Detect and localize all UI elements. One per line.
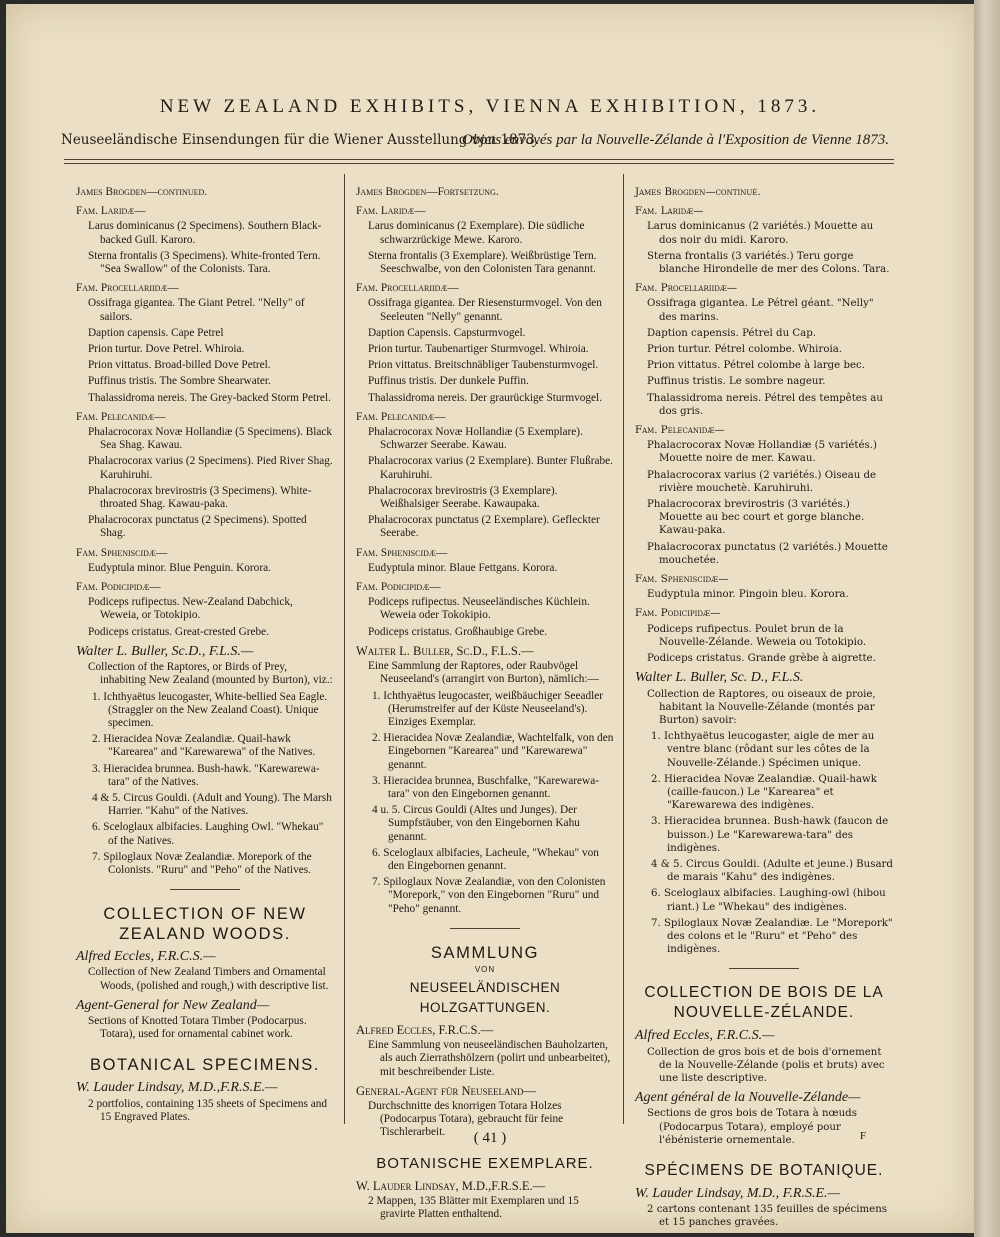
list-item: 6. Sceloglaux albifacies, Lacheule, "Whekau" von den Eingebornen genannt. xyxy=(372,846,599,872)
list-item: 2. Hieracidea Novæ Zealandiæ, Wachtelfalk, von den Eingebornen "Karearea" und "Karewarewa" genannt. xyxy=(372,732,614,771)
continuation-heading: James Brogden—Fortsetzung. xyxy=(356,186,499,198)
list-item: 7. Spiloglaux Novæ Zealandiæ, von den Colonisten "Morepork," von den Eingebornen "Ruru" und "Peho" genannt. xyxy=(372,876,606,915)
list-item: 1. Ichthyaëtus leucogaster, White-bellied Sea Eagle. (Straggler on the New Zealand Coast). Unique specimen. xyxy=(92,690,328,729)
entry: Ossifraga gigantea. Der Riesensturmvogel. Von den Seeleuten "Nelly" genannt. xyxy=(368,297,602,323)
section-heading: SAMMLUNG xyxy=(430,943,540,962)
list-item: 2. Hieracidea Novæ Zealandiæ. Quail-hawk "Karearea" and "Karewarewa" of the Natives. xyxy=(92,733,316,759)
list-item: 6. Sceloglaux albifacies. Laughing-owl (hibou riant.) Le "Whekau" des indigènes. xyxy=(651,888,886,913)
family-heading: Fam. Podicipidæ— xyxy=(356,581,441,594)
entry: Thalassidroma nereis. Der graurückige Sturmvogel. xyxy=(368,391,603,404)
exhibitor-name: Alfred Eccles, F.R.C.S.— xyxy=(356,1022,494,1037)
entry: Durchschnitte des knorrigen Totara Holzes (Podocarpus Totara), gebraucht für feine Tischlerarbeit. xyxy=(368,1099,564,1139)
section-separator xyxy=(170,889,240,890)
list-item: 7. Spiloglaux Novæ Zealandiæ. Le "Morepork" des colons et le "Ruru" et "Peho" des indigènes. xyxy=(651,917,893,956)
exhibitor-name: W. Lauder Lindsay, M.D.,F.R.S.E.— xyxy=(356,1178,546,1193)
family-heading: Fam. Laridæ— xyxy=(356,205,426,218)
family-heading: Fam. Procellariidæ— xyxy=(635,283,738,295)
entry: Collection de gros bois et de bois d'ornement de la Nouvelle-Zélande (polis et bruts) avec une liste descriptive. xyxy=(647,1046,885,1084)
section-heading: SPÉCIMENS DE BOTANIQUE. xyxy=(644,1161,884,1179)
section-heading: COLLECTION DE BOIS DE LA NOUVELLE-ZÉLANDE. xyxy=(644,984,884,1022)
entry: Thalassidroma nereis. The Grey-backed Storm Petrel. xyxy=(88,391,331,404)
entry: 2 Mappen, 135 Blätter mit Exemplaren und 15 gravirte Platten enthaltend. xyxy=(368,1194,579,1220)
exhibitor-name: Agent-General for New Zealand— xyxy=(76,997,270,1013)
entry: Eudyptula minor. Blaue Fettgans. Korora. xyxy=(368,561,558,574)
exhibitor-name: W. Lauder Lindsay, M.D.,F.R.S.E.— xyxy=(76,1080,278,1096)
entry: Sterna frontalis (3 Specimens). White-fronted Tern. "Sea Swallow" of the Colonists. Tara. xyxy=(88,249,321,276)
list-item: 4 & 5. Circus Gouldi. (Adulte et jeune.) Busard de marais "Kahu" des indigènes. xyxy=(651,858,893,884)
family-heading: Fam. Procellariidæ— xyxy=(356,282,459,295)
entry: Podiceps cristatus. Großhaubige Grebe. xyxy=(368,625,548,638)
section-subheading: NEUSEELÄNDISCHEN HOLZGATTUNGEN. xyxy=(409,979,561,1015)
list-item: 1. Ichthyaëtus leucogaster, aigle de mer au ventre blanc (rôdant sur les côtes de la Nouvelle-Zélande.) Spécimen unique. xyxy=(651,731,875,769)
entry: Prion vittatus. Pétrel colombe à large bec. xyxy=(647,360,865,372)
subtitle-french: Objets envoyés par la Nouvelle-Zélande à l'Exposition de Vienne 1873. xyxy=(462,132,889,148)
header-rule-bottom xyxy=(64,163,894,164)
family-heading: Fam. Procellariidæ— xyxy=(76,282,179,295)
entry: Ossifraga gigantea. Le Pétrel géant. "Nelly" des marins. xyxy=(647,298,874,323)
exhibitor-name: Walter L. Buller, Sc.D., F.L.S.— xyxy=(76,643,254,659)
list-item: 2. Hieracidea Novæ Zealandiæ. Quail-hawk (caille-faucon.) Le "Karearea" et "Karewarewa des indigènes. xyxy=(651,773,877,812)
exhibitor-name: W. Lauder Lindsay, M.D., F.R.S.E.— xyxy=(635,1185,840,1201)
header-rule-top xyxy=(64,159,894,160)
entry: Sterna frontalis (3 Exemplare). Weißbrüstige Tern. Seeschwalbe, von den Colonisten Tara genannt. xyxy=(368,249,597,276)
page-title: NEW ZEALAND EXHIBITS, VIENNA EXHIBITION, 1873. xyxy=(159,96,821,117)
family-heading: Fam. Pelecanidæ— xyxy=(356,410,446,423)
entry: Podiceps rufipectus. New-Zealand Dabchick, Weweia, or Totokipio. xyxy=(88,596,293,622)
book-spine xyxy=(974,0,1000,1237)
exhibitor-name: Agent général de la Nouvelle-Zélande— xyxy=(635,1090,861,1106)
entry: Eine Sammlung von neuseeländischen Bauholzarten, als auch Zierrathshölzern (polirt und unbearbeitet), mit beschreibender Liste. xyxy=(368,1039,611,1078)
entry: Podiceps rufipectus. Poulet brun de la Nouvelle-Zélande. Weweia ou Totokipio. xyxy=(647,623,867,648)
entry: Phalacrocorax punctatus (2 variétés.) Mouette mouchetée. xyxy=(647,541,888,566)
family-heading: Fam. Podicipidæ— xyxy=(635,608,721,620)
column-german xyxy=(356,180,614,1224)
entry: Phalacrocorax brevirostris (3 Specimens). White-throated Shag. Kawau-paka. xyxy=(88,484,312,511)
list-item: 4 u. 5. Circus Gouldi (Altes und Junges). Der Sumpfstäuber, von den Eingebornen Kahu genannt. xyxy=(372,804,580,843)
collection-intro: Eine Sammlung der Raptores, oder Raubvögel Neuseeland's (arrangirt von Burton), nämlich:— xyxy=(368,660,599,686)
section-heading: BOTANICAL SPECIMENS. xyxy=(89,1056,321,1075)
entry: Daption Capensis. Capsturmvogel. xyxy=(368,326,526,339)
list-item: 3. Hieracidea brunnea. Bush-hawk (faucon de buisson.) Le "Karewarewa-tara" des indigènes. xyxy=(651,816,889,854)
entry: Phalacrocorax varius (2 variétés.) Oiseau de rivière mouchetè. Karuhiruhi. xyxy=(647,469,877,494)
entry: Podiceps rufipectus. Neuseeländisches Küchlein. Weweia oder Tokokipio. xyxy=(368,596,590,622)
collection-intro: Collection of the Raptores, or Birds of Prey, inhabiting New Zealand (mounted by Burton), viz.: xyxy=(88,661,333,687)
entry: Prion turtur. Pétrel colombe. Whiroia. xyxy=(647,344,843,356)
entry: Sterna frontalis (3 variétés.) Teru gorge blanche Hirondelle de mer des Colons. Tara. xyxy=(647,250,890,276)
entry: Phalacrocorax Novæ Hollandiæ (5 Exemplare). Schwarzer Seerabe. Kawau. xyxy=(368,426,583,452)
section-heading: BOTANISCHE EXEMPLARE. xyxy=(376,1154,594,1172)
entry: Larus dominicanus (2 variétés.) Mouette au dos noir du midi. Karoro. xyxy=(647,221,874,246)
list-item: 3. Hieracidea brunnea. Bush-hawk. "Karewarewa-tara" of the Natives. xyxy=(92,762,320,788)
section-separator xyxy=(729,968,799,969)
column-english xyxy=(76,180,334,1127)
entry: Collection of New Zealand Timbers and Ornamental Woods, (polished and rough,) with descriptive list. xyxy=(88,966,329,992)
family-heading: Fam. Spheniscidæ— xyxy=(76,546,168,559)
entry: 2 portfolios, containing 135 sheets of Specimens and 15 Engraved Plates. xyxy=(88,1097,328,1123)
entry: Phalacrocorax punctatus (2 Exemplare). Gefleckter Seerabe. xyxy=(368,514,600,540)
continuation-heading: James Brogden—continué. xyxy=(635,187,761,198)
entry: Phalacrocorax brevirostris (3 Exemplare). Weißhalsiger Seerabe. Kawaupaka. xyxy=(368,484,558,511)
list-item: 6. Sceloglaux albifacies. Laughing Owl. "Whekau" of the Natives. xyxy=(92,821,324,847)
entry: Phalacrocorax Novæ Hollandiæ (5 Specimens). Black Sea Shag. Kawau. xyxy=(88,426,333,452)
entry: Prion vittatus. Breitschnäbliger Taubensturmvogel. xyxy=(368,359,599,372)
list-item: 7. Spiloglaux Novæ Zealandiæ. Morepork of the Colonists. "Ruru" and "Peho" of the Natives. xyxy=(92,850,312,876)
page-number: ( 41 ) xyxy=(473,1130,507,1146)
entry: Eudyptula minor. Blue Penguin. Korora. xyxy=(88,561,271,574)
exhibitor-name: Alfred Eccles, F.R.C.S.— xyxy=(635,1028,775,1044)
signature-mark: F xyxy=(859,1130,866,1142)
entry: Daption capensis. Pétrel du Cap. xyxy=(647,327,816,339)
exhibitor-name: General-Agent für Neuseeland— xyxy=(356,1083,536,1098)
entry: Puffinus tristis. The Sombre Shearwater. xyxy=(88,375,271,388)
entry: Eudyptula minor. Pingoin bleu. Korora. xyxy=(647,589,849,601)
column-divider-right xyxy=(623,174,624,1124)
entry: Prion vittatus. Broad-billed Dove Petrel. xyxy=(88,359,271,372)
list-item: 3. Hieracidea brunnea, Buschfalke, "Karewarewa-tara" von den Eingebornen genannt. xyxy=(372,774,599,800)
entry: Ossifraga gigantea. The Giant Petrel. "Nelly" of sailors. xyxy=(88,297,305,323)
list-item: 1. Ichthyaëtus leugocaster, weißbäuchiger Seeadler (Herumstreifer auf der Küste Neuseeland's). Einziges Exemplar. xyxy=(372,689,604,728)
subtitle-german: Neuseeländische Einsendungen für die Wiener Ausstellung von 1873. xyxy=(61,132,540,148)
entry: Thalassidroma nereis. Pétrel des tempêtes au dos gris. xyxy=(647,392,883,417)
family-heading: Fam. Laridæ— xyxy=(635,206,704,218)
family-heading: Fam. Spheniscidæ— xyxy=(635,574,729,586)
family-heading: Fam. Spheniscidæ— xyxy=(356,546,448,559)
section-heading-connector: VON xyxy=(474,964,496,974)
exhibitor-name: Walter L. Buller, Sc.D., F.L.S.— xyxy=(356,643,534,658)
family-heading: Fam. Pelecanidæ— xyxy=(635,425,725,437)
entry: Phalacrocorax Novæ Hollandiæ (5 variétés.) Mouette noire de mer. Kawau. xyxy=(647,440,877,465)
entry: Daption capensis. Cape Petrel xyxy=(88,326,224,339)
list-item: 4 & 5. Circus Gouldi. (Adult and Young). The Marsh Harrier. "Kahu" of the Natives. xyxy=(92,791,332,818)
family-heading: Fam. Laridæ— xyxy=(76,205,146,218)
family-heading: Fam. Podicipidæ— xyxy=(76,581,161,594)
entry: Larus dominicanus (2 Specimens). Southern Black-backed Gull. Karoro. xyxy=(88,220,322,246)
continuation-heading: James Brogden—continued. xyxy=(76,186,208,198)
entry: Puffinus tristis. Le sombre nageur. xyxy=(647,376,826,388)
exhibitor-name: Walter L. Buller, Sc. D., F.L.S. xyxy=(635,670,804,686)
document-page xyxy=(6,4,974,1233)
section-separator xyxy=(450,928,520,929)
column-divider-left xyxy=(344,174,345,1124)
column-french xyxy=(635,180,893,1233)
entry: Podiceps cristatus. Great-crested Grebe. xyxy=(88,625,269,638)
entry: Phalacrocorax brevirostris (3 variétés.) Mouette au bec court et gorge blanche. Kawau-paka. xyxy=(647,499,865,537)
entry: Larus dominicanus (2 Exemplare). Die südliche schwarzrückige Mewe. Karoro. xyxy=(368,220,585,246)
exhibitor-name: Alfred Eccles, F.R.C.S.— xyxy=(76,949,216,965)
section-heading: COLLECTION OF NEW ZEALAND WOODS. xyxy=(103,905,307,944)
entry: Prion turtur. Taubenartiger Sturmvogel. Whiroia. xyxy=(368,343,589,356)
entry: Phalacrocorax varius (2 Specimens). Pied River Shag. Karuhiruhi. xyxy=(88,455,333,481)
entry: Podiceps cristatus. Grande grèbe à aigrette. xyxy=(647,653,876,665)
entry: Prion turtur. Dove Petrel. Whiroia. xyxy=(88,343,245,356)
entry: Puffinus tristis. Der dunkele Puffin. xyxy=(368,375,529,388)
entry: Sections of Knotted Totara Timber (Podocarpus. Totara), used for ornamental cabinet work. xyxy=(88,1014,307,1041)
entry: Sections de gros bois de Totara à nœuds (Podocarpus Totara), employé pour l'ébénisterie ornementale. xyxy=(647,1108,857,1146)
entry: 2 cartons contenant 135 feuilles de spécimens et 15 panches gravées. xyxy=(647,1204,887,1229)
entry: Phalacrocorax varius (2 Exemplare). Bunter Flußrabe. Karuhiruhi. xyxy=(368,455,613,481)
family-heading: Fam. Pelecanidæ— xyxy=(76,410,166,423)
collection-intro: Collection de Raptores, ou oiseaux de proie, habitant la Nouvelle-Zélande (montés par Burton) savoir: xyxy=(647,688,876,726)
entry: Phalacrocorax punctatus (2 Specimens). Spotted Shag. xyxy=(88,514,307,540)
